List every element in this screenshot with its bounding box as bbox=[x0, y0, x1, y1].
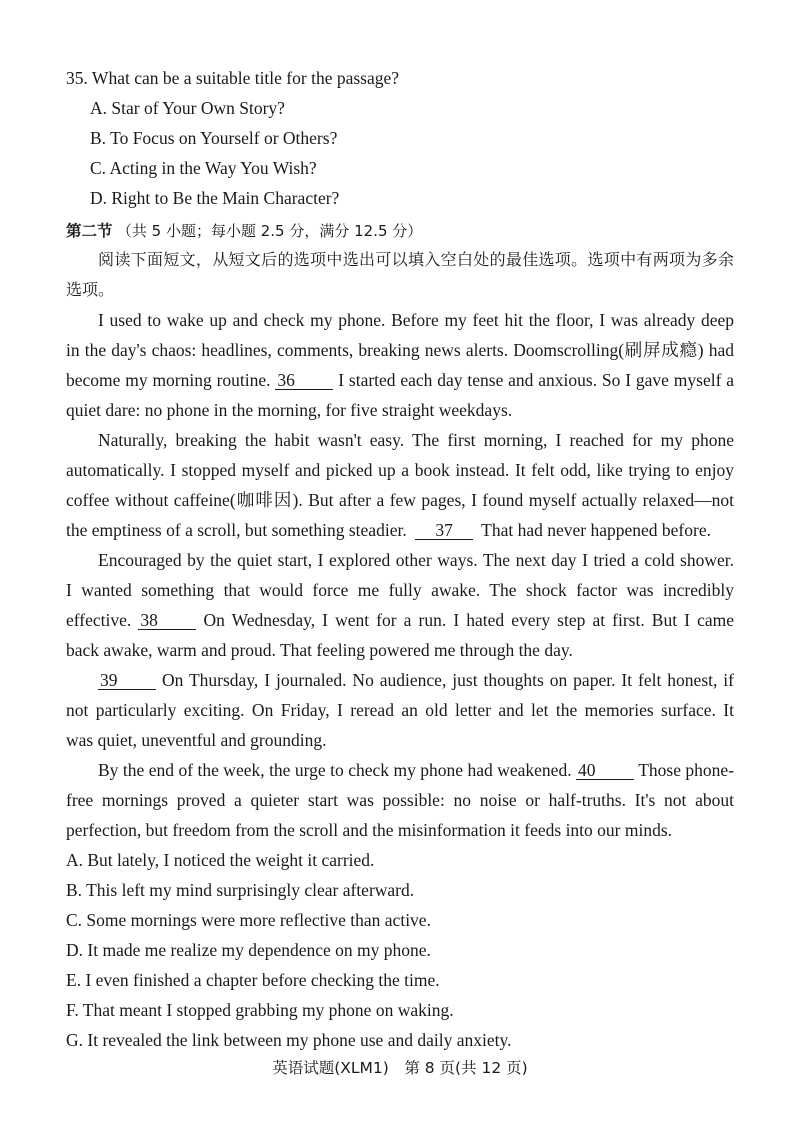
passage-p2-line-1: Naturally, breaking the habit wasn't easy. The first morning, I reached for my phone bbox=[98, 430, 734, 450]
section-heading: 第二节 bbox=[66, 222, 113, 240]
passage-p5-line-3: perfection, but freedom from the scroll and the misinformation it feeds into our minds. bbox=[66, 820, 673, 840]
choice-f: F. That meant I stopped grabbing my phone on waking. bbox=[66, 1000, 454, 1020]
passage-p5-line-1 bbox=[98, 760, 734, 780]
passage-p1-line-3 bbox=[66, 370, 734, 390]
choice-c: C. Some mornings were more reflective than active. bbox=[66, 910, 431, 930]
passage-p3-line-3 bbox=[66, 610, 734, 630]
passage-p2-line-3: coffee without caffeine(咖啡因). But after a few pages, I found myself actually relaxed—not bbox=[66, 490, 734, 510]
passage-p4-line-2: not particularly exciting. On Friday, I reread an old letter and let the memories surface. It bbox=[66, 700, 734, 720]
blank-40: 40 bbox=[576, 762, 634, 780]
blank-39: 39 bbox=[98, 672, 156, 690]
choice-d: D. It made me realize my dependence on my phone. bbox=[66, 940, 431, 960]
passage-p2-line-4-end: That had never happened before. bbox=[481, 520, 711, 540]
section-scoring-note: （共 5 小题；每小题 2.5 分，满分 12.5 分） bbox=[116, 222, 423, 240]
question-35-option-d: D. Right to Be the Main Character? bbox=[90, 188, 340, 208]
passage-p3-line-1: Encouraged by the quiet start, I explored other ways. The next day I tried a cold shower. bbox=[98, 550, 734, 570]
blank-36: 36 bbox=[275, 372, 333, 390]
question-35-option-a: A. Star of Your Own Story? bbox=[90, 98, 285, 118]
section-header bbox=[66, 220, 422, 241]
choice-a: A. But lately, I noticed the weight it carried. bbox=[66, 850, 375, 870]
passage-p1-line-4: quiet dare: no phone in the morning, for five straight weekdays. bbox=[66, 400, 513, 420]
question-35-stem: 35. What can be a suitable title for the passage? bbox=[66, 68, 400, 88]
passage-p1-line-1: I used to wake up and check my phone. Before my feet hit the floor, I was already deep bbox=[98, 310, 734, 330]
choice-e: E. I even finished a chapter before checking the time. bbox=[66, 970, 440, 990]
section-instruction-line-1: 阅读下面短文，从短文后的选项中选出可以填入空白处的最佳选项。选项中有两项为多余 bbox=[98, 250, 734, 269]
passage-p3-line-4: back awake, warm and proud. That feeling powered me through the day. bbox=[66, 640, 573, 660]
passage-p4-line-1-end: On Thursday, I journaled. No audience, just thoughts on paper. It felt honest, if bbox=[161, 670, 734, 690]
blank-38: 38 bbox=[138, 612, 196, 630]
passage-p5-line-1-start: By the end of the week, the urge to check my phone had weakened. bbox=[98, 760, 572, 780]
passage-p3-line-2: I wanted something that would force me fully awake. The shock factor was incredibly bbox=[66, 580, 734, 600]
passage-p1-line-3-start: become my morning routine. bbox=[66, 370, 271, 390]
choice-g: G. It revealed the link between my phone use and daily anxiety. bbox=[66, 1030, 512, 1050]
passage-p2-line-2: automatically. I stopped myself and picked up a book instead. It felt odd, like trying to enjoy bbox=[66, 460, 734, 480]
page-footer: 英语试题(XLM1) 第 8 页(共 12 页) bbox=[272, 1059, 528, 1077]
passage-p2-line-4 bbox=[66, 520, 711, 540]
passage-p4-line-3: was quiet, uneventful and grounding. bbox=[66, 730, 327, 750]
passage-p1-line-2: in the day's chaos: headlines, comments, breaking news alerts. Doomscrolling(刷屏成瘾) had bbox=[66, 340, 734, 360]
question-35-option-c: C. Acting in the Way You Wish? bbox=[90, 158, 317, 178]
passage-p5-line-2: free mornings proved a quieter start was possible: no noise or half-truths. It's not about bbox=[66, 790, 734, 810]
choice-b: B. This left my mind surprisingly clear afterward. bbox=[66, 880, 415, 900]
passage-p1-line-3-end: I started each day tense and anxious. So I gave myself a bbox=[338, 370, 734, 390]
question-35-option-b: B. To Focus on Yourself or Others? bbox=[90, 128, 338, 148]
section-instruction-line-2: 选项。 bbox=[66, 280, 115, 299]
passage-p4-line-1 bbox=[98, 670, 734, 690]
passage-p5-line-1-end: Those phone- bbox=[638, 760, 734, 780]
passage-p2-line-4-start: the emptiness of a scroll, but something steadier. bbox=[66, 520, 407, 540]
passage-p3-line-3-end: On Wednesday, I went for a run. I hated every step at first. But I came bbox=[203, 610, 734, 630]
blank-37: 37 bbox=[415, 522, 473, 540]
passage-p3-line-3-start: effective. bbox=[66, 610, 132, 630]
